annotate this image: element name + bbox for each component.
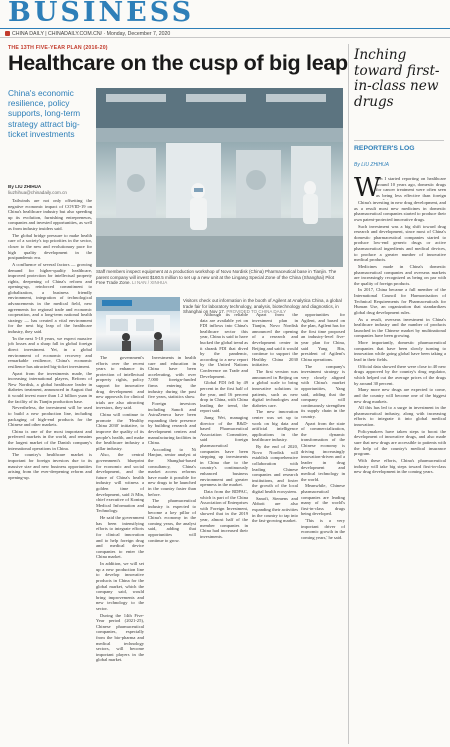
body-column-1 [8, 198, 92, 744]
sidebar-divider [354, 140, 444, 141]
paragraph: The global bridge pressure to make health care of a society's top priorities in the sector, closer to the new and evolutionary pace for high quality development in the postpandemic era. [8, 232, 92, 261]
masthead [0, 0, 450, 28]
byline [8, 184, 92, 196]
sidebar-author-name: By LIU ZHIHUA [354, 162, 390, 168]
body-column-4 [200, 312, 248, 744]
paragraph: Investments in health care and education in China have been accelerating, with over 7,000 foreign-funded firms entering the industry during the past five years, statistics show. [148, 355, 196, 400]
sidebar-author [354, 162, 389, 168]
photo2-credit: PROVIDED TO CHINA DAILY [226, 309, 287, 314]
photo1-credit: LI NAN / XINHUA [132, 280, 168, 285]
paragraph: Apart from the state of commercialization, the dynamic transformation of the Chinese economy is driving increasingly innovation-driven and a leader in drug development and medical technology in the world. [301, 420, 345, 482]
paragraph: With these efforts, China's pharmaceutical industry will take big steps toward first-in-class new drug development in the coming years. [354, 458, 446, 475]
series-label: THE 13TH FIVE-YEAR PLAN (2016-20) [8, 45, 108, 51]
paragraph: By the end of 2020, Novo Nordisk will establish comprehensive collaboration with leading Chinese companies and research institutions, and foster the growth of the local digital health ecosystem. [252, 444, 298, 494]
headline: Healthcare on the cusp of big leap [8, 51, 348, 75]
paragraph: Policymakers have taken steps to boost the development of innovative drugs, and also made sure that new drugs are accessible to patients with the help of the country's medical insurance program. [354, 428, 446, 457]
factory-workshop-illustration [96, 88, 343, 267]
paragraph: China is one of the most important and preferred markets in the world, and remains the largest market of the Danish company's international operations in China. [8, 428, 92, 451]
body-column-6 [301, 312, 345, 744]
byline-name: By LIU ZHIHUA [8, 184, 42, 189]
paragraph: hen I started reporting on healthcare around 10 years ago, domestic drugs for cancer treatment were often seen as being less effective than foreign [376, 176, 446, 198]
section-title: BUSINESS [8, 0, 195, 28]
edition-bar [0, 28, 450, 38]
paragraph: opportunities for Agilent, and based on the plan, Agilent has for the first time proposed an industry-level five-year plan for China, said Yang Bin, president of Agilent's China operations. [301, 312, 345, 362]
byline-email: liuzhihua@chinadaily.com.cn [8, 190, 67, 195]
paragraph: The pharmaceutical industry is expected to become a key pillar of China's economy in the coming years, the analyst said, adding that opportunities will continue to grow. [148, 498, 196, 543]
paragraph: A confluence of several factors — growing demand for higher-quality healthcare, improved protection for intellectual property rights, deepening of China's reform and opening-up, reinforced commitment to globalization, a business friendly environment, integration of technological advancements in the medical field, new agreements for regional trade and economic cooperation, and a long-term national health strategy — has created a vital environment for the next big leap of the healthcare industry, they said. [8, 261, 92, 335]
paragraph: The government's efforts over the recent years to enhance its protection of intellectual property rights, policy support for innovative drug development and new approvals for clinical trials are also attracting investors, they said. [96, 355, 144, 411]
paragraph: The country's healthcare market is important for foreign investors due to its massive size and new business opportunities arising from the ever-deepening reform and opening-up. [8, 452, 92, 480]
paragraph: Many more new drugs are expected to come, and the country will become one of the biggest new drug markets. [354, 387, 446, 404]
paragraph: He said the government has been intensifying efforts to integrate efforts for clinical innovation and to help foreign drug and medical device companies to enter the China market. [96, 515, 144, 560]
paragraph: All this has led to a surge in investment in the pharmaceutical industry, along with increasing efforts to integrate it into global medical innovation. [354, 405, 446, 428]
paragraph: More importantly, domestic pharmaceutical companies that have been slowly turning to innovation while going global have been taking a lead in their fields. [354, 340, 446, 362]
paragraph: China's investing in new drug development, and as a result most new medicines in domestic pharmaceutical companies started to produce their own patent-protected innovative drugs. [354, 200, 446, 222]
factory-workshop-photo [96, 88, 343, 267]
drop-cap: W [354, 173, 381, 203]
paragraph: Official data showed there were close to 40 new drugs approved by the country's drug regulator, which helped cut the average prices of the drugs by around 30 percent. [354, 363, 446, 386]
body-column-5 [252, 312, 298, 744]
paragraph: Also, the central government's blueprint for economic and social development, and the future of China's health industry will witness a golden time of development, said Ji Min, chief executive of Koning Medical Information and Technology. [96, 452, 144, 514]
paragraph: Nevertheless, the investment will be used to build a new production line, including packaging of high-end products for the Chinese and other markets. [8, 405, 92, 428]
paragraph: Medicines made in China's domestic pharmaceutical companies and overseas markets are increasingly recognized as being on par with the quality of foreign products. [354, 263, 446, 286]
paragraph: In addition, we will set up a new production line to develop innovative products in China for the global market, which the company said, would bring improvements and new technology to the sector. [96, 561, 144, 611]
paragraph: The first version was announced in Beijing on a global scale to bring innovative solutions to patients, such as new digital technologies and diabetes care. [252, 369, 298, 408]
reporters-log-label: REPORTER'S LOG [354, 145, 415, 152]
paragraph: Such investment was a big shift toward drug research and development, since most of China's domestic pharmaceutical companies started to produce low-end generic drugs or active pharmaceutical ingredients and medical devices, to produce a greater number of innovative medical products. [354, 223, 446, 263]
paragraph: Tailwinds are not only offsetting the negative economic impact of COVID-19 on China's healthcare industry but also speeding up its evolution, furnishing entrepreneurs, companies and invested opportunities, as well as from industry insiders said. [8, 198, 92, 231]
paragraph: According to Ni Hanjun, senior analyst at the Shanghai-based consultancy, China's market access reforms have made it possible for new drugs to be launched in the country faster than before. [148, 446, 196, 497]
paragraph: Apart from the investments made, the increasing international players, Reform of New Nordisk, a global healthcare leader in diabetes treatment, announced in August that it would invest more than 1.2 billion yuan in the facility of its Tianjin production base. [8, 370, 92, 404]
photo1-caption-text: Staff members inspect equipment at a production workshop of Novo Nordisk (China) Pharmaceutical base in Tianjin. The parent company will invest $160.5 million to set up a new unit at the Lingang Special Zone of the China (Shanghai) Pilot Free Trade Zone. [96, 269, 337, 285]
photo2-caption-text: Visitors check out information in the booth of Agilent at Analytica China, a global trade fair for laboratory technology, analysis, biotechnology and diagnostics, in Shanghai on Nov 17. [183, 298, 342, 314]
paragraph: 'This is a very important driver of economic growth in the coming years,' he said. [301, 518, 345, 540]
column-divider [348, 44, 349, 744]
paragraph: As a result, overseas investment in China's healthcare industry and the number of products launched in the Chinese market by multinational companies have been growing. [354, 316, 446, 339]
body-column-3 [148, 355, 196, 744]
sidebar-title: Inching toward first-in-class new drugs [354, 47, 440, 110]
paragraph: Jiang Wei, managing director of the R&D-based Pharmaceutical Association Committee, said foreign pharmaceutical companies have been stepping up investments in China due to the country's continuously enhanced business environment and greater openness in the market. [200, 415, 248, 488]
paragraph: In 2017, China became a full member of the International Council for Harmonisation of Technical Requirements for Pharmaceuticals for Human Use, an organization that standardizes global drug development rules. [354, 287, 446, 315]
photo1-caption [96, 269, 343, 286]
paragraph: Global FDI fell by 49 percent in the first half of the year, and 16 percent drop in China, with China leading the trend, the report said. [200, 380, 248, 414]
trade-fair-photo [96, 297, 180, 351]
edition-line: CHINA DAILY | CHINADAILY.COM.CN/ · Monday, December 7, 2020 [12, 31, 171, 37]
paragraph: Meanwhile, Chinese pharmaceutical companies are leading many of the world's first-in-class drugs being developed. [301, 483, 345, 517]
paragraph: During the 14th Five-Year period (2021-25), Chinese pharmaceutical companies, especially from the bio-pharma and medical technology sectors, will become important players in the global market. [96, 612, 144, 663]
lead-deck: China's economic resilience, policy supports, long-term strategy attract big-ticket investments [8, 88, 81, 139]
body-column-2 [96, 355, 144, 744]
paragraph: China will continue to promote the 'Healthy China 2030' initiative, to improve the quality of its people's health, and make the healthcare industry a pillar industry. [96, 412, 144, 451]
paragraph: Although its reliable data are available yet on FDI inflows into China's healthcare sector this year, China is said to have bucked the global trend as it shrank FDI that dived by the pandemic, according to a new report by the United Nations Conference on Trade and Development. [200, 312, 248, 379]
china-daily-logo-icon [5, 31, 10, 36]
paragraph: The new innovation center was set up to work on big data and artificial intelligence applications in the healthcare industry. [252, 409, 298, 443]
paragraph: The company's investment strategy is very closely aligned with China's market opportunities, Yang said, adding that the company will continuously strengthen its supply chain in the country. [301, 363, 345, 419]
paragraph: Foreign investors including Sanofi and AstraZeneca have been expanding their presence by building research and development centers and manufacturing facilities in China. [148, 400, 196, 446]
paragraph: 'In the next 5-10 years, we expect massive job losses and a sharp fall in global foreign direct investment. Yet, in a global environment of economic recovery and remarkable resilience, China's economic resilience has attracted big-ticket investment. [8, 335, 92, 369]
sidebar-column [354, 200, 446, 744]
sidebar-column-top [376, 176, 446, 200]
trade-fair-illustration [96, 297, 180, 351]
paragraph: Apart from the investment plan in Tianjin, Novo Nordisk announced the opening of a research and development center in Beijing and said it would continue to support the Healthy China 2030 initiative. [252, 312, 298, 368]
paragraph: Data from the RDPAC, which is part of the China Association of Enterprises with Foreign Investment, showed that in the 2019 year, almost half of the member companies in China had increased their investments. [200, 488, 248, 539]
paragraph: Sanofi, Siemens and Abbott are also expanding their activities in the country to tap into the fast-growing market. [252, 495, 298, 524]
